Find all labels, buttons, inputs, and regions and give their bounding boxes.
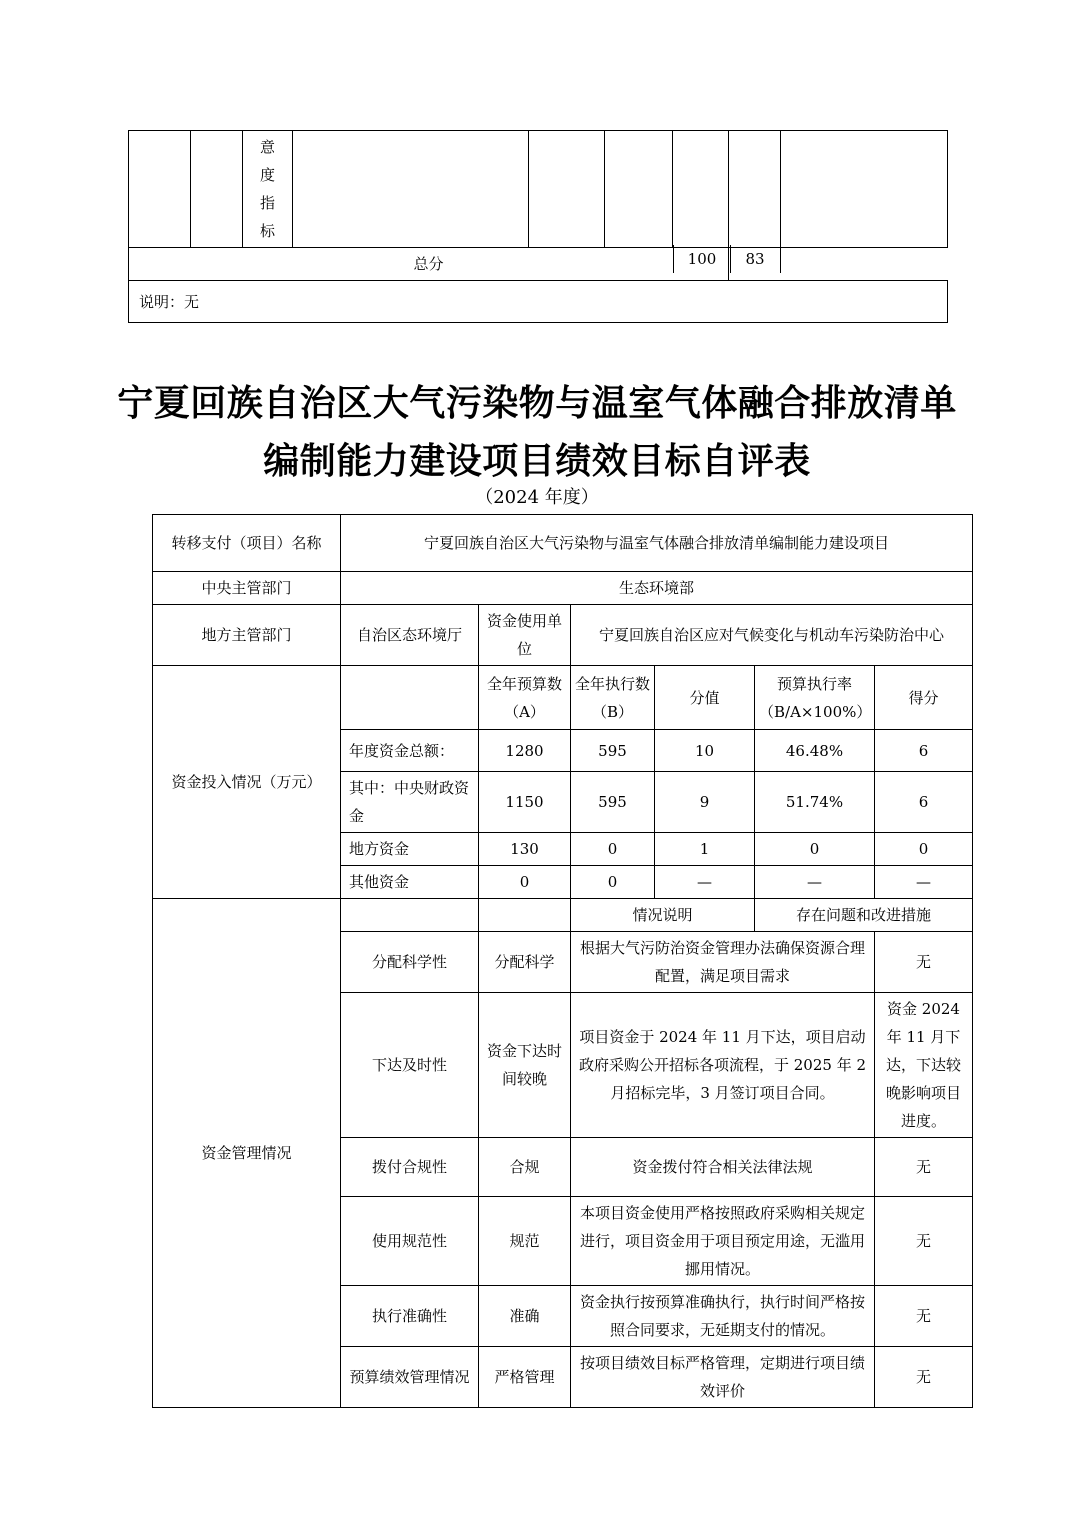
management-issue: 无 bbox=[875, 1347, 973, 1408]
central-dept: 生态环境部 bbox=[341, 572, 973, 605]
management-issue: 无 bbox=[875, 1197, 973, 1286]
management-result: 资金下达时间较晚 bbox=[479, 993, 571, 1138]
empty-cell bbox=[529, 131, 605, 248]
empty-cell bbox=[729, 131, 781, 248]
management-description: 资金执行按预算准确执行，执行时间严格按照合同要求，无延期支付的情况。 bbox=[571, 1286, 875, 1347]
funds-rate: 51.74% bbox=[755, 772, 875, 833]
management-issue: 无 bbox=[875, 1138, 973, 1197]
previous-score-table bbox=[128, 130, 948, 323]
funds-executed: 595 bbox=[571, 730, 655, 772]
funds-header-executed: 全年执行数（B） bbox=[571, 666, 655, 730]
funds-score: — bbox=[875, 866, 973, 899]
management-header-issue: 存在问题和改进措施 bbox=[755, 899, 973, 932]
total-full-score-cell bbox=[673, 245, 731, 273]
empty-cell bbox=[673, 131, 729, 248]
funds-header-rate: 预算执行率（B/A×100%） bbox=[755, 666, 875, 730]
management-description: 根据大气污防治资金管理办法确保资源合理配置，满足项目需求 bbox=[571, 932, 875, 993]
management-item: 下达及时性 bbox=[341, 993, 479, 1138]
management-issue: 资金 2024 年 11 月下达，下达较晚影响项目进度。 bbox=[875, 993, 973, 1138]
funds-weight: 9 bbox=[655, 772, 755, 833]
funds-rate: — bbox=[755, 866, 875, 899]
funds-row-label: 年度资金总额： bbox=[341, 730, 479, 772]
total-score-cell bbox=[730, 245, 781, 273]
central-dept-label: 中央主管部门 bbox=[153, 572, 341, 605]
funds-budget: 0 bbox=[479, 866, 571, 899]
empty-cell bbox=[191, 131, 243, 248]
funds-row-label: 地方资金 bbox=[341, 833, 479, 866]
project-name: 宁夏回族自治区大气污染物与温室气体融合排放清单编制能力建设项目 bbox=[341, 515, 973, 572]
funds-score: 6 bbox=[875, 772, 973, 833]
empty-cell bbox=[479, 899, 571, 932]
fund-user: 宁夏回族自治区应对气候变化与机动车污染防治中心 bbox=[571, 605, 973, 666]
total-score-value: 83 bbox=[745, 250, 765, 268]
funds-row-label: 其中：中央财政资金 bbox=[341, 772, 479, 833]
funds-weight: — bbox=[655, 866, 755, 899]
funds-score: 6 bbox=[875, 730, 973, 772]
management-item: 拨付合规性 bbox=[341, 1138, 479, 1197]
page-title: 宁夏回族自治区大气污染物与温室气体融合排放清单编制能力建设项目绩效目标自评表 bbox=[117, 382, 957, 482]
funds-executed: 595 bbox=[571, 772, 655, 833]
local-dept: 自治区态环境厅 bbox=[341, 605, 479, 666]
funds-budget: 1150 bbox=[479, 772, 571, 833]
management-issue: 无 bbox=[875, 1286, 973, 1347]
empty-cell bbox=[605, 131, 673, 248]
funds-weight: 1 bbox=[655, 833, 755, 866]
funds-executed: 0 bbox=[571, 833, 655, 866]
empty-cell bbox=[781, 131, 948, 248]
management-issue: 无 bbox=[875, 932, 973, 993]
funds-rate: 0 bbox=[755, 833, 875, 866]
funds-budget: 130 bbox=[479, 833, 571, 866]
empty-cell bbox=[341, 666, 479, 730]
empty-cell bbox=[341, 899, 479, 932]
evaluation-table bbox=[152, 514, 973, 1408]
management-item: 使用规范性 bbox=[341, 1197, 479, 1286]
funds-weight: 10 bbox=[655, 730, 755, 772]
year-label: （2024 年度） bbox=[475, 487, 599, 508]
management-result: 合规 bbox=[479, 1138, 571, 1197]
total-full-score-value: 100 bbox=[687, 250, 717, 268]
management-description: 按项目绩效目标严格管理，定期进行项目绩效评价 bbox=[571, 1347, 875, 1408]
management-item: 执行准确性 bbox=[341, 1286, 479, 1347]
empty-cell bbox=[293, 131, 529, 248]
local-dept-label: 地方主管部门 bbox=[153, 605, 341, 666]
management-result: 严格管理 bbox=[479, 1347, 571, 1408]
management-item: 预算绩效管理情况 bbox=[341, 1347, 479, 1408]
management-description: 本项目资金使用严格按照政府采购相关规定进行，项目资金用于项目预定用途，无滥用挪用情况。 bbox=[571, 1197, 875, 1286]
management-result: 分配科学 bbox=[479, 932, 571, 993]
funds-section-label: 资金投入情况（万元） bbox=[153, 666, 341, 899]
management-section-label: 资金管理情况 bbox=[153, 899, 341, 1408]
funds-row-label: 其他资金 bbox=[341, 866, 479, 899]
funds-header-weight: 分值 bbox=[655, 666, 755, 730]
indicator-vertical-label: 意度指标 bbox=[243, 131, 293, 248]
funds-header-score: 得分 bbox=[875, 666, 973, 730]
total-label: 总分 bbox=[129, 248, 729, 281]
management-header-description: 情况说明 bbox=[571, 899, 755, 932]
funds-budget: 1280 bbox=[479, 730, 571, 772]
management-result: 规范 bbox=[479, 1197, 571, 1286]
management-description: 项目资金于 2024 年 11 月下达，项目启动政府采购公开招标各项流程，于 2025 年 2 月招标完毕，3 月签订项目合同。 bbox=[571, 993, 875, 1138]
note: 说明：无 bbox=[129, 281, 948, 323]
funds-score: 0 bbox=[875, 833, 973, 866]
empty-cell bbox=[129, 131, 191, 248]
management-result: 准确 bbox=[479, 1286, 571, 1347]
management-item: 分配科学性 bbox=[341, 932, 479, 993]
funds-rate: 46.48% bbox=[755, 730, 875, 772]
project-name-label: 转移支付（项目）名称 bbox=[153, 515, 341, 572]
management-description: 资金拨付符合相关法律法规 bbox=[571, 1138, 875, 1197]
funds-header-budget: 全年预算数（A） bbox=[479, 666, 571, 730]
funds-executed: 0 bbox=[571, 866, 655, 899]
fund-user-label: 资金使用单位 bbox=[479, 605, 571, 666]
